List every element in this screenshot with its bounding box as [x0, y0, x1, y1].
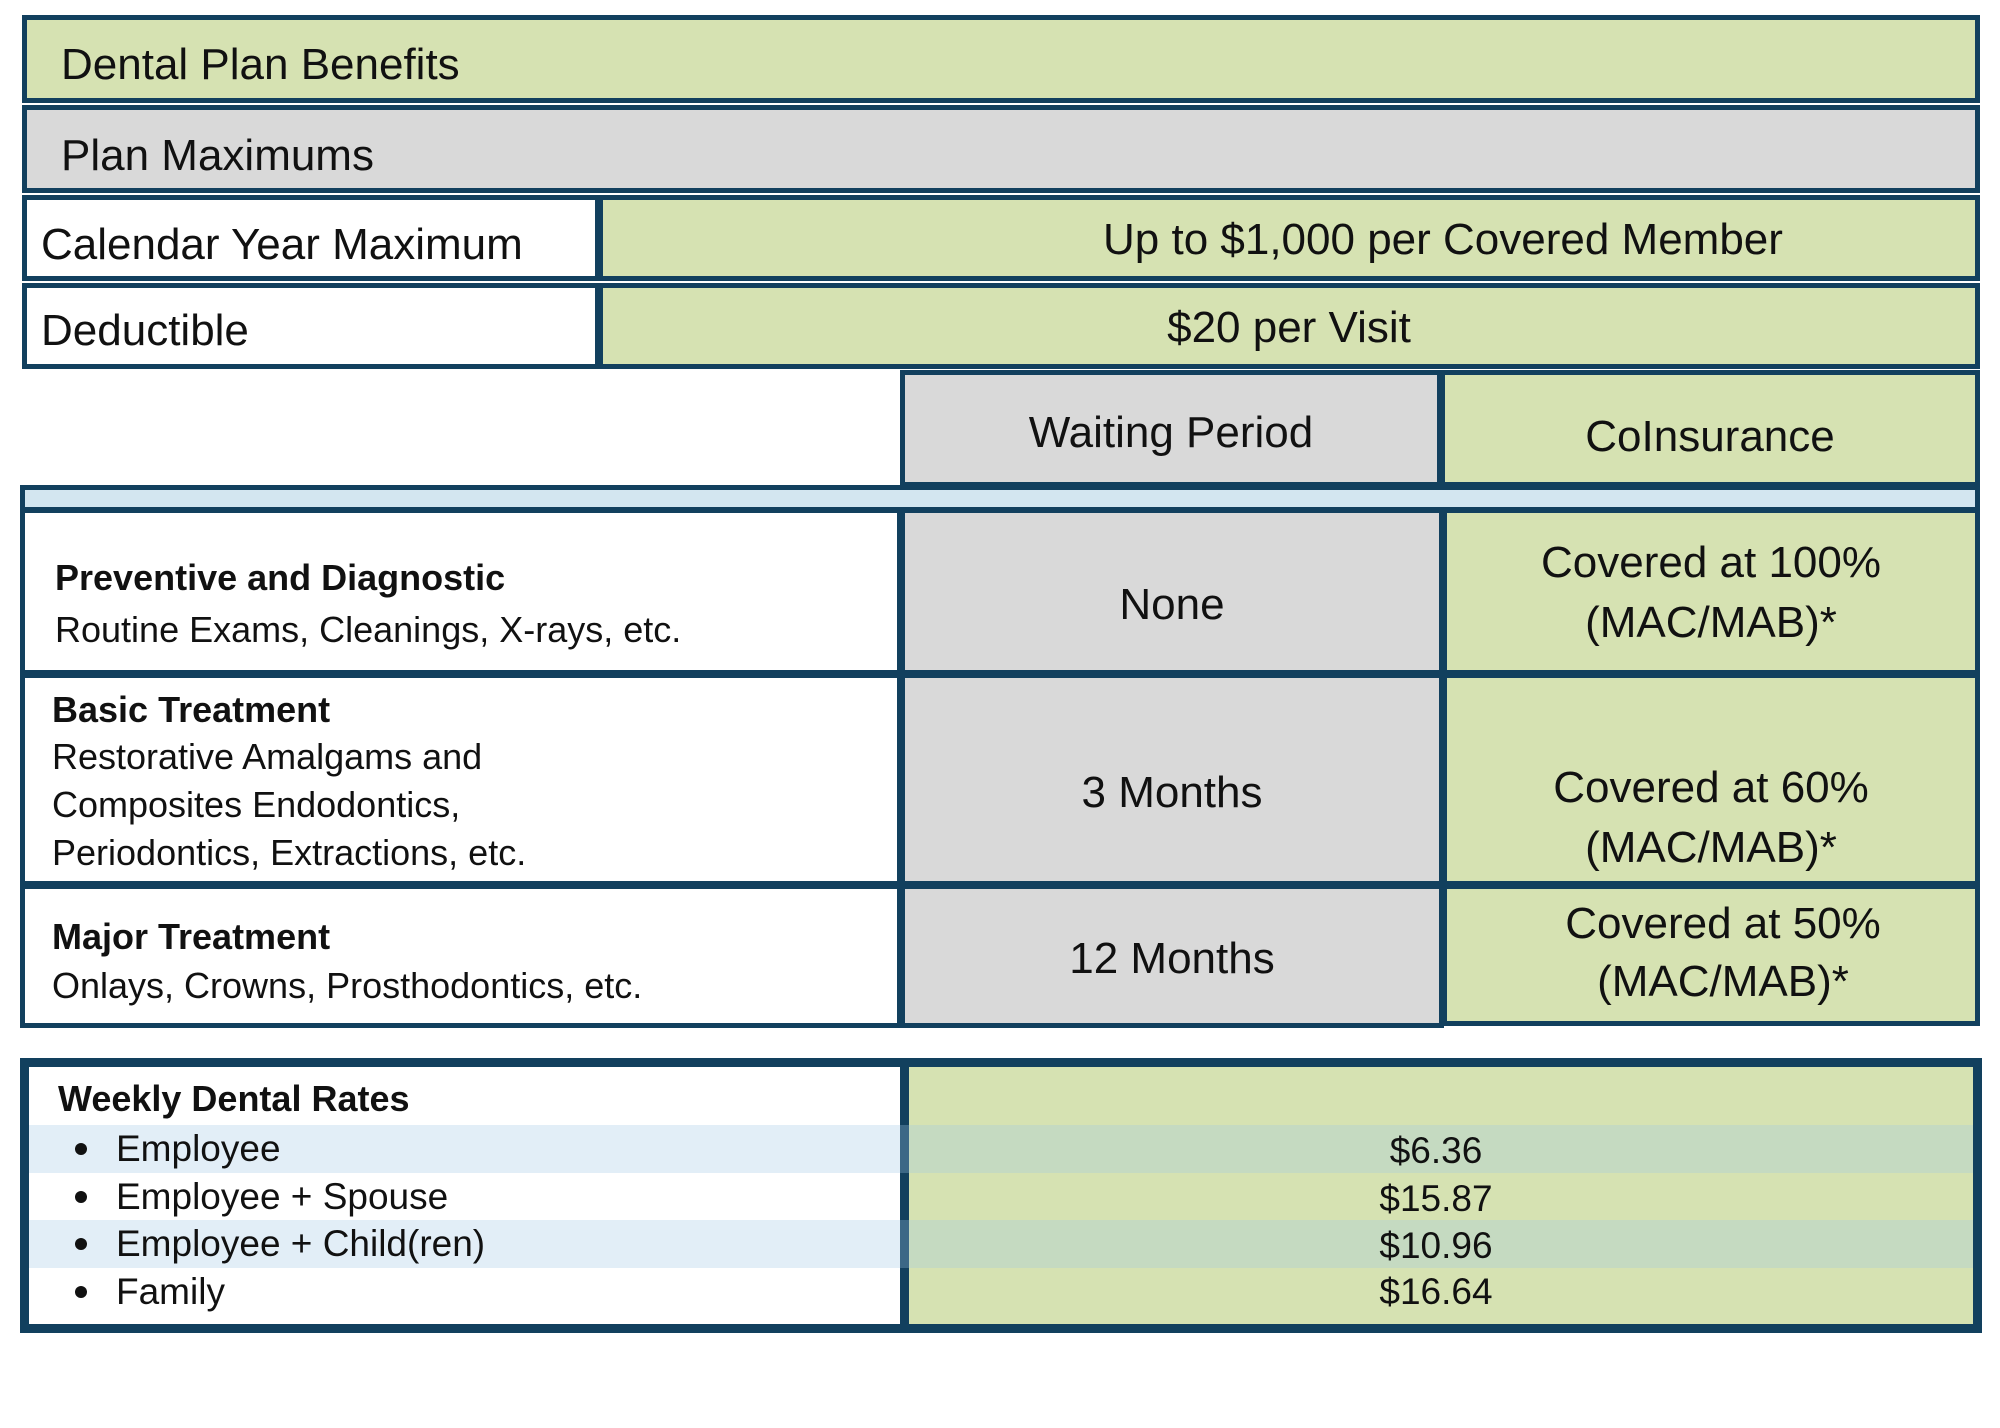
treatment-description: Routine Exams, Cleanings, X-rays, etc.: [55, 609, 682, 650]
coverage-cell-basic: [1442, 673, 1980, 886]
treatment-row-preventive: [20, 508, 902, 675]
treatment-description-line: Restorative Amalgams and: [52, 736, 483, 777]
treatment-row-major: [20, 884, 902, 1028]
rate-value: $10.96: [1379, 1225, 1493, 1266]
page-title: Dental Plan Benefits: [61, 40, 460, 89]
waiting-period-header: [900, 370, 1442, 487]
rate-label: Family: [116, 1271, 225, 1312]
coverage-line-1: Covered at 60%: [1553, 763, 1869, 812]
treatment-row-basic: [20, 673, 902, 886]
deductible-value: $20 per Visit: [1167, 303, 1411, 352]
coverage-cell-preventive: [1442, 508, 1980, 675]
deductible-label-cell: [22, 283, 600, 369]
calendar-year-max-label-cell: [22, 195, 600, 281]
calendar-year-max-label: Calendar Year Maximum: [41, 220, 523, 269]
treatment-description-line: Composites Endodontics,: [52, 784, 461, 825]
rate-value: $16.64: [1379, 1271, 1493, 1312]
treatment-title: Preventive and Diagnostic: [55, 557, 506, 598]
coinsurance-header: [1440, 370, 1980, 487]
plan-maximums-label: Plan Maximums: [61, 131, 374, 180]
coverage-cell-major: [1442, 884, 1980, 1026]
rate-value: $15.87: [1379, 1178, 1493, 1219]
waiting-value: None: [1119, 580, 1225, 629]
calendar-year-max-value-cell: [598, 195, 1980, 281]
rates-heading: Weekly Dental Rates: [58, 1078, 410, 1119]
rate-label: Employee: [116, 1128, 281, 1169]
rate-label: Employee + Spouse: [116, 1176, 449, 1217]
waiting-cell-basic: [900, 673, 1444, 886]
calendar-year-max-value: Up to $1,000 per Covered Member: [1103, 215, 1783, 264]
bullet-icon: [75, 1191, 87, 1203]
treatment-title: Basic Treatment: [52, 689, 331, 730]
waiting-value: 12 Months: [1069, 934, 1275, 983]
bullet-icon: [75, 1143, 87, 1155]
coverage-line-2: (MAC/MAB)*: [1597, 957, 1849, 1006]
bullet-icon: [75, 1286, 87, 1298]
rate-label: Employee + Child(ren): [116, 1223, 486, 1264]
plan-maximums-heading: [22, 105, 1980, 193]
deductible-value-cell: [598, 283, 1980, 369]
bullet-icon: [75, 1238, 87, 1250]
treatment-description-line: Periodontics, Extractions, etc.: [52, 832, 527, 873]
waiting-period-header-label: Waiting Period: [1028, 408, 1314, 457]
coinsurance-header-label: CoInsurance: [1585, 412, 1835, 461]
rate-value: $6.36: [1389, 1130, 1483, 1171]
coverage-line-2: (MAC/MAB)*: [1585, 823, 1837, 872]
deductible-label: Deductible: [41, 306, 249, 355]
coverage-line-2: (MAC/MAB)*: [1585, 598, 1837, 647]
treatment-description: Onlays, Crowns, Prosthodontics, etc.: [52, 965, 643, 1006]
waiting-value: 3 Months: [1081, 768, 1263, 817]
treatment-title: Major Treatment: [52, 916, 331, 957]
waiting-cell-major: [900, 884, 1444, 1028]
title-banner: [22, 15, 1980, 103]
coverage-line-1: Covered at 100%: [1541, 538, 1881, 587]
coverage-line-1: Covered at 50%: [1565, 899, 1881, 948]
waiting-cell-preventive: [900, 508, 1444, 675]
